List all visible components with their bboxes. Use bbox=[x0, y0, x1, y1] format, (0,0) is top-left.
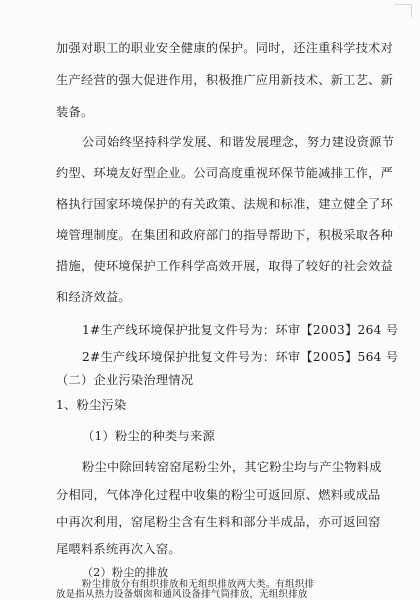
paragraph-line: 放是指从热力设备烟囱和通风设备排气筒排放，无组织排放 bbox=[56, 589, 308, 600]
paragraph-line: 中再次利用，窑尾粉尘含有生料和部分半成品，亦可返回窑 bbox=[56, 515, 381, 529]
paragraph-line: 分相同，气体净化过程中收集的粉尘可返回原、燃料或成品 bbox=[56, 488, 381, 502]
paragraph-line: 粉尘中除回转窑窑尾粉尘外，其它粉尘均与产尘物料成 bbox=[82, 460, 382, 474]
paragraph-line: 粉尘排放分有组织排放和无组织排放两大类。有组织排 bbox=[82, 579, 315, 590]
sub-heading: （1）粉尘的种类与来源 bbox=[82, 429, 215, 443]
paragraph-line: 境管理制度。在集团和政府部门的指导帮助下，积极采取各种 bbox=[56, 228, 394, 242]
paragraph-line: 格执行国家环境保护的有关政策、法规和标准，建立健全了环 bbox=[56, 197, 394, 211]
paragraph-line: 加强对职工的职业安全健康的保护。同时，还注重科学技术对 bbox=[56, 41, 394, 55]
section-heading: （二）企业污染治理情况 bbox=[56, 373, 194, 387]
scan-corner-mark bbox=[395, 4, 412, 17]
paragraph-line: 尾喂料系统再次入窑。 bbox=[56, 542, 181, 556]
paragraph-line: 约型、环境友好型企业。公司高度重视环保节能减排工作，严 bbox=[56, 166, 394, 180]
approval-line-2: 2#生产线环境保护批复文件号为：环审【2005】564 号 bbox=[82, 350, 399, 364]
sub-heading: （2）粉尘的排放 bbox=[82, 566, 169, 579]
paragraph-line: 生产经营的强大促进作用，积极推广应用新技术、新工艺、新 bbox=[56, 73, 394, 87]
paragraph-line: 装备。 bbox=[56, 105, 94, 119]
paragraph-line: 公司始终坚持科学发展、和谐发展理念，努力建设资源节 bbox=[82, 135, 395, 149]
paragraph-line: 措施，使环境保护工作科学高效开展，取得了较好的社会效益 bbox=[56, 259, 394, 273]
approval-line-1: 1#生产线环境保护批复文件号为：环审【2003】264 号 bbox=[82, 323, 399, 337]
item-heading: 1、粉尘污染 bbox=[56, 398, 127, 412]
paragraph-line: 和经济效益。 bbox=[56, 290, 131, 304]
